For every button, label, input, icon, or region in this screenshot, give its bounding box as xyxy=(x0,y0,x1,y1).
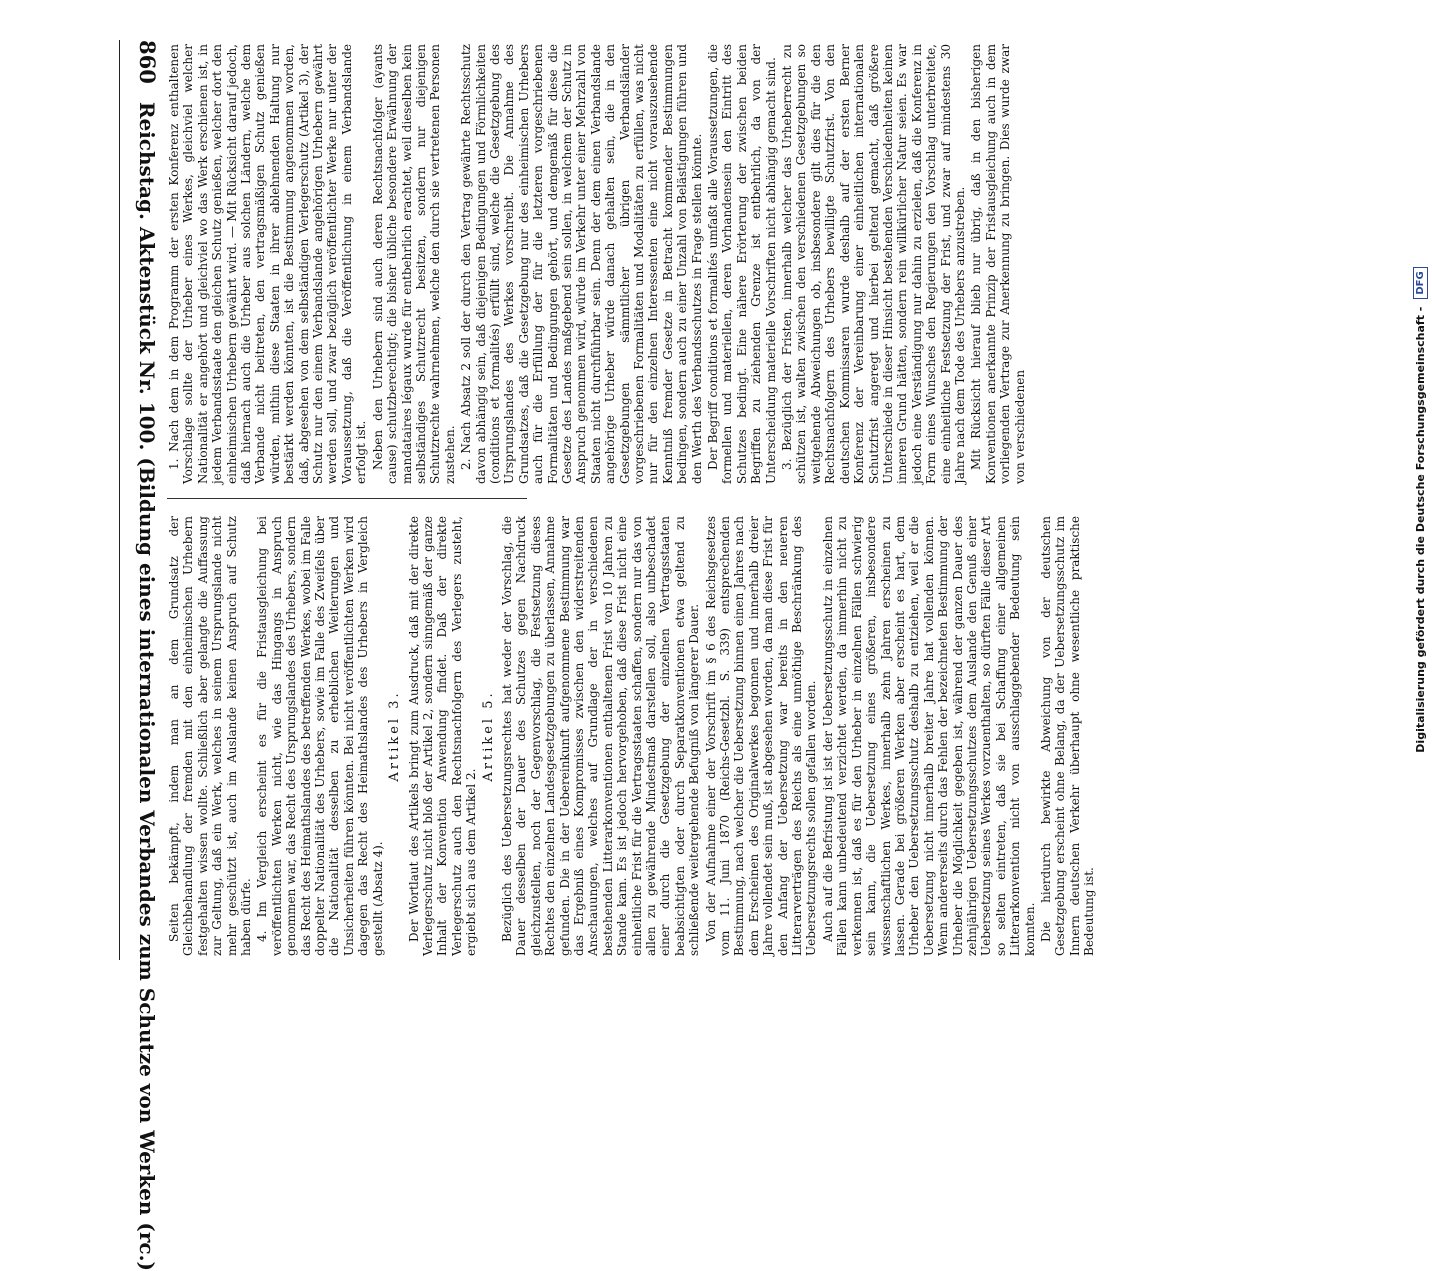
running-title: Reichstag. Aktenstück Nr. 100. (Bildung eines internationalen Verbandes zum Schutze von Werken (rc.) xyxy=(135,101,159,1271)
right-text-column xyxy=(167,516,1097,956)
column-divider xyxy=(167,498,527,499)
footer-text: Digitalisierung gefördert durch die Deutsche Forschungsgemeinschaft - xyxy=(1413,306,1427,753)
page-number: 860 xyxy=(135,40,160,84)
paragraph: 3. Bezüglich der Fristen, innerhalb welcher das Urheberrecht zu schützen ist, walten zwischen den verschiedenen Gesetzgebungen so weitgehende Abweichungen ob, insbesondere gilt dies für die den Rechtsnachfolgern des Urhebers bewilligte Schutzfrist. Von den deutschen Kommissaren wurde deshalb auf der ersten Berner Konferenz der Vereinbarung einer einheitlichen internationalen Schutzfrist angeregt und hierbei geltend gemacht, daß größere Unterschiede in dieser Hinsicht bestehenden Verschiedenheiten keinen inneren Grund hätten, sondern rein willkürlicher Natur seien. Es war jedoch eine Verständigung nur dahin zu erzielen, daß die Konferenz in Form eines Wunsches den Regierungen den Vorschlag unterbreitete, eine einheitliche Festsetzung der Frist, und zwar auf mindestens 30 Jahre nach dem Tode des Urhebers anzustreben. xyxy=(780,44,967,484)
paragraph: Von der Aufnahme einer der Vorschrift im § 6 des Reichsgesetzes vom 11. Juni 1870 (Reichs-Gesetzbl. S. 339) entsprechenden Bestimmung, nach welcher die Uebersetzung binnen einen Jahres nach dem Erscheinen des Originalwerkes begonnen und innerhalb dreier Jahre vollendet sein muß, ist abgesehen worden, da man diese Frist für den Anfang der Uebersetzung war bereits in den neueren Litterarverträgen des Reichs als eine unnöthige Beschränkung des Uebersetzungsrechts sollen gefallen worden. xyxy=(703,516,819,956)
digitization-footer xyxy=(1408,60,1432,960)
left-text-column xyxy=(167,44,1027,484)
paragraph: Die hierdurch bewirkte Abweichung von der deutschen Gesetzgebung erscheint ohne Belang, da der Uebersetzungsschutz im Innern deutschen Verkehr überhaupt ohne wesentliche praktische Bedeutung ist. xyxy=(1038,516,1097,956)
paragraph: Neben den Urhebern sind auch deren Rechtsnachfolger (ayants cause) schutzberechtigt; die bisher übliche besondere Erwähnung der mandataires légaux wurde für entbehrlich erachtet, weil dieselben kein selbständiges Schutzrecht besitzen, sondern nur diejenigen Schutzrechte wahrnehmen, welche den durch sie vertretenen Personen zustehen. xyxy=(370,44,457,484)
article-heading: Artikel 3. xyxy=(387,690,403,782)
paragraph: Bezüglich des Uebersetzungsrechtes hat weder der Vorschlag, die Dauer desselben der Dauer des Schutzes gegen Nachdruck gleichzustellen, noch der Gegenvorschlag, die Festsetzung dieses Rechtes den einzelnen Landesgesetzgebungen zu überlassen, Annahme gefunden. Die in der Uebereinkunft aufgenommene Bestimmung war das Ergebniß eines Kompromisses zwischen den widerstreitenden Anschauungen, welches auf Grundlage der in verschiedenen bestehenden Litterarkonventionen enthaltenen Frist von 10 Jahren zu Stande kam. Es ist jedoch hervorgehoben, daß diese Frist nicht eine einheitliche Frist für die Vertragsstaaten schaffen, sondern nur das von allen zu gewährende Mindestmaß darstellen soll, also unbeschadet einer durch die Gesetzgebung der einzelnen Vertragsstaaten beabsichtigten oder durch Separatkonventionen etwa geltend zu schließende weitergehende Befugniß von längerer Dauer. xyxy=(499,516,702,956)
paragraph: Auch auf die Befristung ist ist der Uebersetzungsschutz in einzelnen Fällen kann unbedeutend verzichtet werden, da immerhin nicht zu verkennen ist, daß es für den Urheber in einzelnen Fällen schwierig sein kann, die Uebersetzung eines größeren, insbesondere wissenschaftlichen Werkes, innerhalb zehn Jahren erscheinen zu lassen. Gerade bei größeren Werken aber erscheint es hart, dem Urheber den Uebersetzungsschutz deshalb zu entziehen, weil er die Uebersetzung nicht innerhalb breiter Jahre hat vollenden können. Wenn andererseits durch das Fehlen der bezeichneten Bestimmung der Urheber die Möglichkeit gegeben ist, während der ganzen Dauer des zehnjährigen Uebersetzungsschutzes dem Auslande den Genuß einer Uebersetzung seines Werkes vorzuenthalten, so dürften Fälle dieser Art so selten eintreten, daß sie bei Schaffung einer allgemeinen Litterarkonvention nicht von ausschlaggebender Bedeutung sein konnten. xyxy=(820,516,1037,956)
paragraph: Der Begriff conditions et formalités umfaßt alle Voraussetzungen, die formellen und materiellen, deren Vorhandensein den Eintritt des Schutzes bedingt. Eine nähere Erörterung der zwischen beiden Begriffen zu ziehenden Grenze ist entbehrlich, da von der Unterscheidung materielle Vorschriften nicht abhängig gemacht sind. xyxy=(706,44,778,484)
paragraph: Mit Rücksicht hierauf blieb nur übrig, daß in den bisherigen Konventionen anerkannte Prinzip der Fristausgleichung auch in dem vorliegenden Vertrage zur Anerkennung zu bringen. Dies wurde zwar von verschiedenen xyxy=(969,44,1027,484)
dfg-logo: DFG xyxy=(1413,267,1428,298)
paragraph: Seiten bekämpft, indem man an dem Grundsatz der Gleichbehandlung der fremden mit den einheimischen Urhebern festgehalten wissen wollte. Schließlich aber gelangte die Auffassung zur Geltung, daß ein Werk, welches in seinem Ursprungslande nicht mehr geschützt ist, auch im Auslande keinen Anspruch auf Schutz haben dürfe. xyxy=(167,516,254,956)
paragraph: 4. Im Vergleich erscheint es für die Fristausgleichung bei veröffentlichten Werken nicht, wie das Hingangs in Anspruch genommen war, das Recht des Ursprungslandes des Urhebers, sondern das Recht des Heimathslandes des betreffenden Werkes, wobei im Falle doppelter Nationalität des Urhebers, sowie im Falle des Zweifels über die Nationalität desselben zu erheblichen Weiterungen und Unsicherheiten führen könnten. Bei nicht veröffentlichten Werken wird dagegen das Recht des Heimathslandes des Urhebers in Vergleich gestellt (Absatz 4). xyxy=(255,516,385,956)
paragraph: Der Wortlaut des Artikels bringt zum Ausdruck, daß mit der direkte Verlegerschutz nicht bloß der Artikel 2, sondern sinngemäß der ganze Inhalt der Konvention Anwendung findet. Daß der direkte Verlegerschutz auch den Rechtsnachfolgern des Verlegers zusteht, ergiebt sich aus dem Artikel 2. xyxy=(406,516,479,956)
page-header xyxy=(119,40,160,1271)
article-heading: Artikel 5. xyxy=(480,690,496,782)
paragraph: 1. Nach dem in dem Programm der ersten Konferenz enthaltenen Vorschlage sollte der Urheber eines Werkes, gleichviel welcher Nationalität er angehört und gleichviel wo das Werk erschienen ist, in jedem Verbandsstaate den gleichen Schutz genießen, welcher dort den einheimischen Urhebern gewährt wird. — Mit Rücksicht darauf jedoch, daß hiernach auch die Urheber aus solchen Ländern, welche dem Verbande nicht beitreten, den vertragsmäßigen Schutz genießen würden, mithin diese Staaten in ihrer ablehnenden Haltung nur bestärkt werden könnten, ist die Bestimmung angenommen worden, daß, abgesehen von dem selbständigen Verlegerschutz (Artikel 3), der Schutz nur den einem Verbandslande angehörigen Urhebern gewährt werden soll, und zwar bezüglich veröffentlichter Werke nur unter der Voraussetzung, daß die Veröffentlichung in einem Verbandslande erfolgt ist. xyxy=(167,44,369,484)
paragraph: 2. Nach Absatz 2 soll der durch den Vertrag gewährte Rechtsschutz davon abhängig sein, daß diejenigen Bedingungen und Förmlichkeiten (conditions et formalités) erfüllt sind, welche die Gesetzgebung des Ursprungslandes des Werkes vorschreibt. Die Annahme des Grundsatzes, daß die Gesetzgebung nur des einheimischen Urhebers auch für die Erfüllung der für die letzteren vorgeschriebenen Formalitäten und Bedingungen gehört, und demgemäß für diese die Gesetze des Landes maßgebend sein sollen, in welchem der Schutz in Anspruch genommen wird, würde im Verkehr unter einer Mehrzahl von Staaten nicht durchführbar sein. Denn der dem einen Verbandslande angehörige Urheber würde danach gehalten sein, die in den Gesetzgebungen sämmtlicher übrigen Verbandsländer vorgeschriebenen Formalitäten und Modalitäten zu erfüllen, was nicht nur für den einzelnen Interessenten eine nicht vorauszusehende Kenntniß fremder Gesetze in Betracht kommender Bestimmungen bedingen, sondern auch zu einer Unzahl von Belästigungen führen und den Werth des Verbandsschutzes in Frage stellen könnte. xyxy=(459,44,704,484)
